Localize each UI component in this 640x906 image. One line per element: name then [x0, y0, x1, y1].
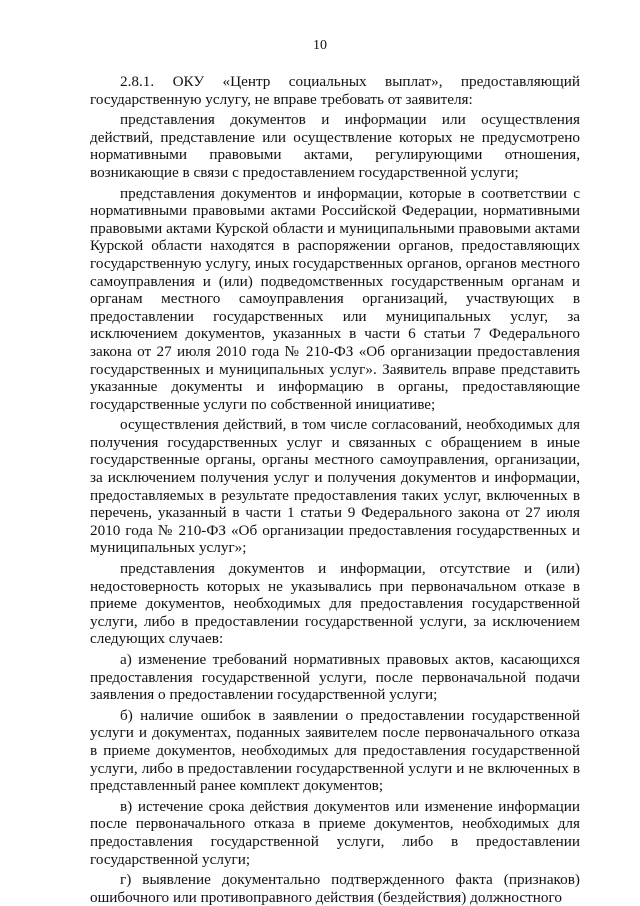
paragraph-actions-approvals: осуществления действий, в том числе согласований, необходимых для получения государственных услуг и связанных с обращением в иные государственные органы, органы местного самоуправления, организации, за исключением получения услуг и получения документов и информации, предоставляемых в результате предоставления таких услуг, включенных в перечень, указанный в части 1 статьи 9 Федерального закона от 27 июля 2010 года № 210-ФЗ «Об организации предоставления государственных и муниципальных услуг»;	[90, 416, 580, 557]
paragraph-missing-documents: представления документов и информации, отсутствие и (или) недостоверность которых не указывались при первоначальном отказе в приеме документов, необходимых для предоставления государственной услуги, либо в предоставлении государственной услуги, за исключением следующих случаев:	[90, 560, 580, 648]
document-body	[90, 73, 580, 906]
list-item-b: б) наличие ошибок в заявлении о предоставлении государственной услуги и документах, поданных заявителем после первоначального отказа в приеме документов, необходимых для предоставления государственной услуги, либо в предоставлении государственной услуги и не включенных в представленный ранее комплект документов;	[90, 706, 580, 795]
paragraph-2-8-1: 2.8.1. ОКУ «Центр социальных выплат», предоставляющий государственную услугу, не вправе требовать от заявителя:	[90, 73, 580, 108]
paragraph-documents-not-required: представления документов и информации или осуществления действий, представление или осуществление которых не предусмотрено нормативными правовыми актами, регулирующими отношения, возникающие в связи с предоставлением государственной услуги;	[90, 111, 580, 181]
list-item-a: а) изменение требований нормативных правовых актов, касающихся предоставления государственной услуги, после первоначальной подачи заявления о предоставлении государственной услуги;	[90, 651, 580, 704]
paragraph-documents-held-by-agencies: представления документов и информации, которые в соответствии с нормативными правовыми актами Российской Федерации, нормативными правовыми актами Курской области и муниципальными правовыми актами Курской области находятся в распоряжении органов, предоставляющих государственную услугу, иных государственных органов, органов местного самоуправления и (или) подведомственных государственным органам и органам местного самоуправления организаций, участвующих в предоставлении государственных или муниципальных услуг, за исключением документов, указанных в части 6 статьи 7 Федерального закона от 27 июля 2010 года № 210-ФЗ «Об организации предоставления государственных и муниципальных услуг». Заявитель вправе представить указанные документы и информацию в органы, предоставляющие государственные услуги по собственной инициативе;	[90, 184, 580, 413]
page-number: 10	[313, 38, 327, 53]
list-item-v: в) истечение срока действия документов или изменение информации после первоначального отказа в приеме документов, необходимых для предоставления государственной услуги, либо в предоставлении государственной услуги;	[90, 797, 580, 868]
list-item-g: г) выявление документально подтвержденного факта (признаков) ошибочного или противоправного действия (бездействия) должностного	[90, 871, 580, 906]
